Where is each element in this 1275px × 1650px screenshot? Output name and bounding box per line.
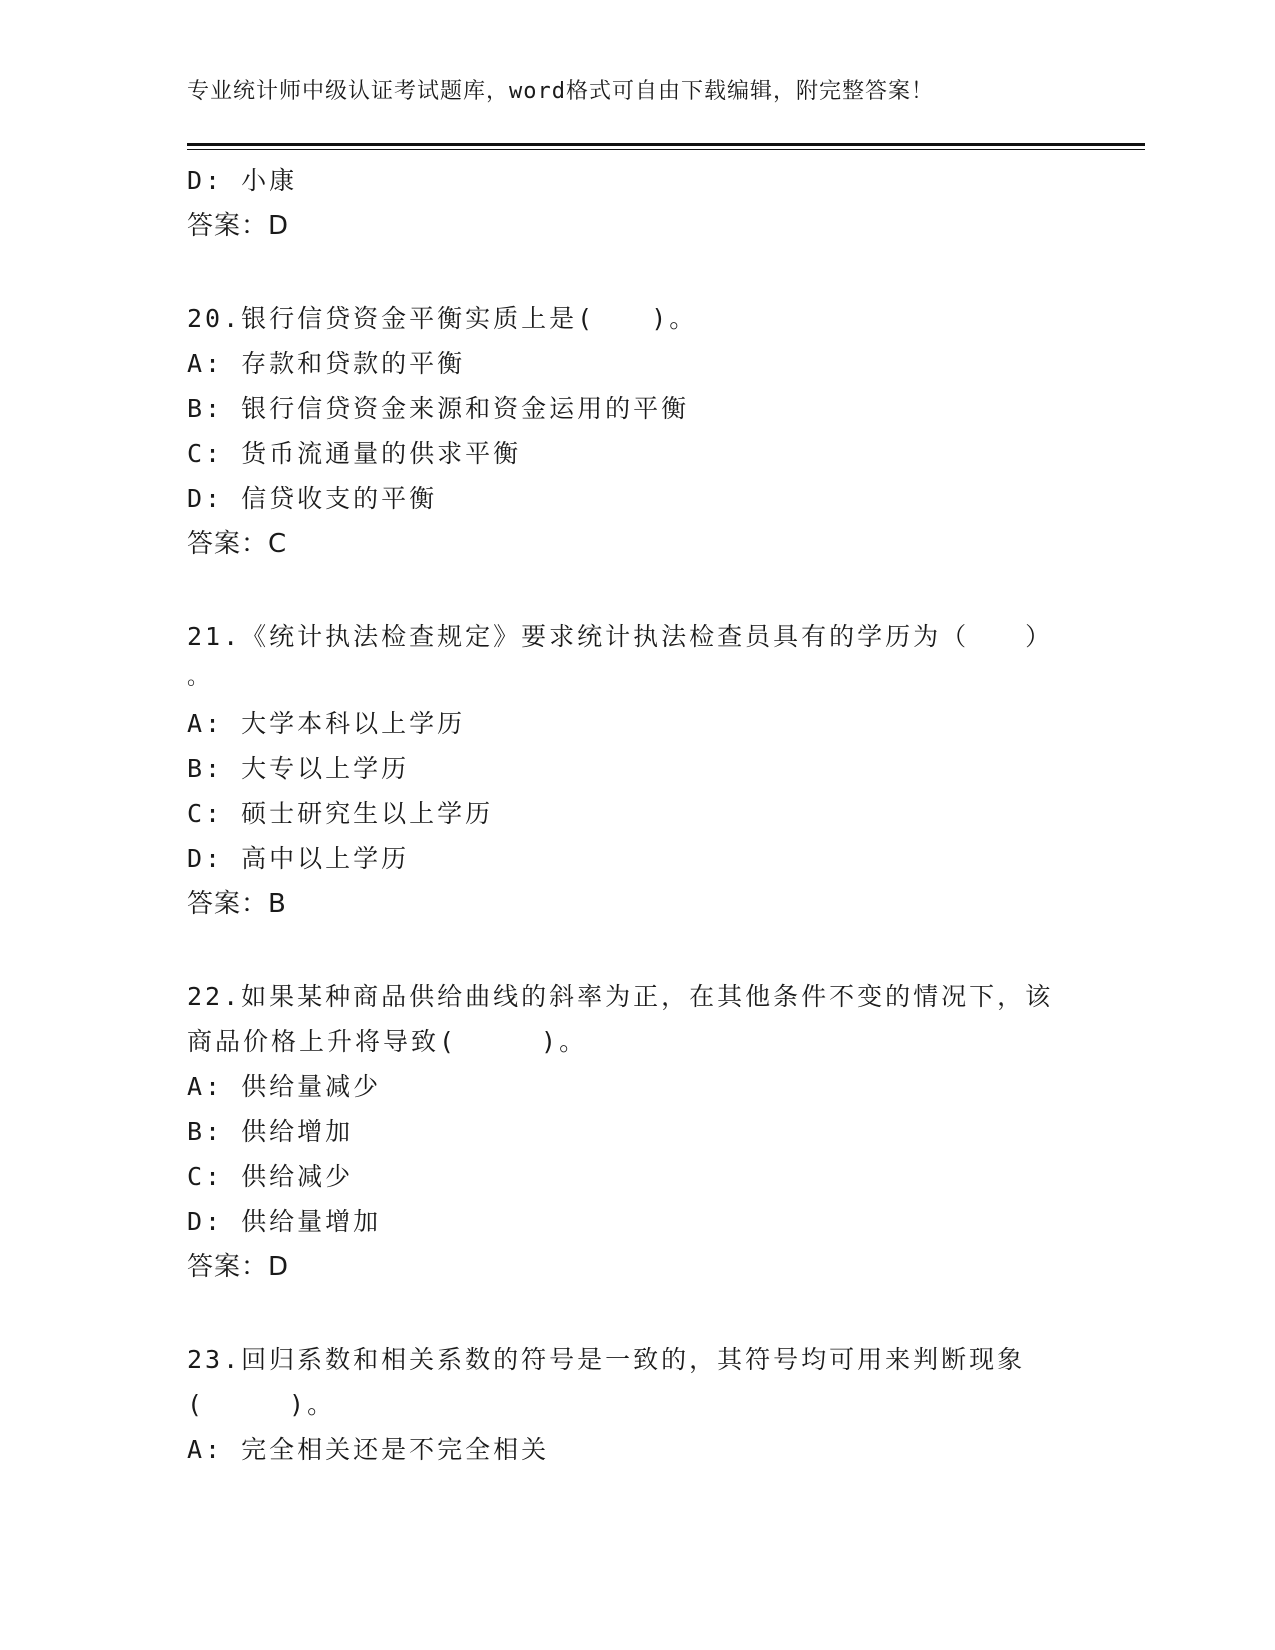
q20-option-a: A: 存款和贷款的平衡	[187, 349, 466, 378]
spacer	[187, 249, 1087, 296]
q21-stem-line1: 21.《统计执法检查规定》要求统计执法检查员具有的学历为（ ）	[187, 622, 1054, 651]
q22-stem-line1: 22.如果某种商品供给曲线的斜率为正，在其他条件不变的情况下，该	[187, 982, 1054, 1011]
q21-option-a: A: 大学本科以上学历	[187, 709, 466, 738]
spacer	[187, 1290, 1087, 1337]
q20-option-b: B: 银行信贷资金来源和资金运用的平衡	[187, 394, 690, 423]
q21-answer: 答案：B	[187, 889, 287, 919]
q22-answer: 答案：D	[187, 1252, 290, 1282]
q22-option-b: B: 供给增加	[187, 1117, 354, 1146]
prev-option-d: D: 小康	[187, 166, 298, 195]
q21-option-d: D: 高中以上学历	[187, 844, 410, 873]
q20-option-c: C: 货币流通量的供求平衡	[187, 439, 522, 468]
question-list	[187, 158, 1087, 1472]
q22-stem-line2: 商品价格上升将导致( )。	[187, 1027, 588, 1056]
q22-option-d: D: 供给量增加	[187, 1207, 382, 1236]
q23-stem-line1: 23.回归系数和相关系数的符号是一致的，其符号均可用来判断现象	[187, 1345, 1026, 1374]
q22-option-a: A: 供给量减少	[187, 1072, 382, 1101]
q23-option-a: A: 完全相关还是不完全相关	[187, 1435, 550, 1464]
spacer	[187, 567, 1087, 614]
prev-answer: 答案：D	[187, 211, 290, 241]
header-rule-thick	[187, 143, 1145, 146]
q21-option-b: B: 大专以上学历	[187, 754, 410, 783]
q20-answer: 答案：C	[187, 529, 288, 559]
page-header-title: 专业统计师中级认证考试题库，word格式可自由下载编辑，附完整答案！	[187, 79, 934, 104]
q20-option-d: D: 信贷收支的平衡	[187, 484, 438, 513]
q22-option-c: C: 供给减少	[187, 1162, 354, 1191]
q21-option-c: C: 硕士研究生以上学历	[187, 799, 494, 828]
header-rule-thin	[187, 149, 1145, 150]
q20-stem: 20.银行信贷资金平衡实质上是( )。	[187, 304, 698, 333]
spacer	[187, 927, 1087, 974]
q23-stem-line2: ( )。	[187, 1390, 336, 1419]
q21-stem-line2: 。	[187, 665, 210, 690]
